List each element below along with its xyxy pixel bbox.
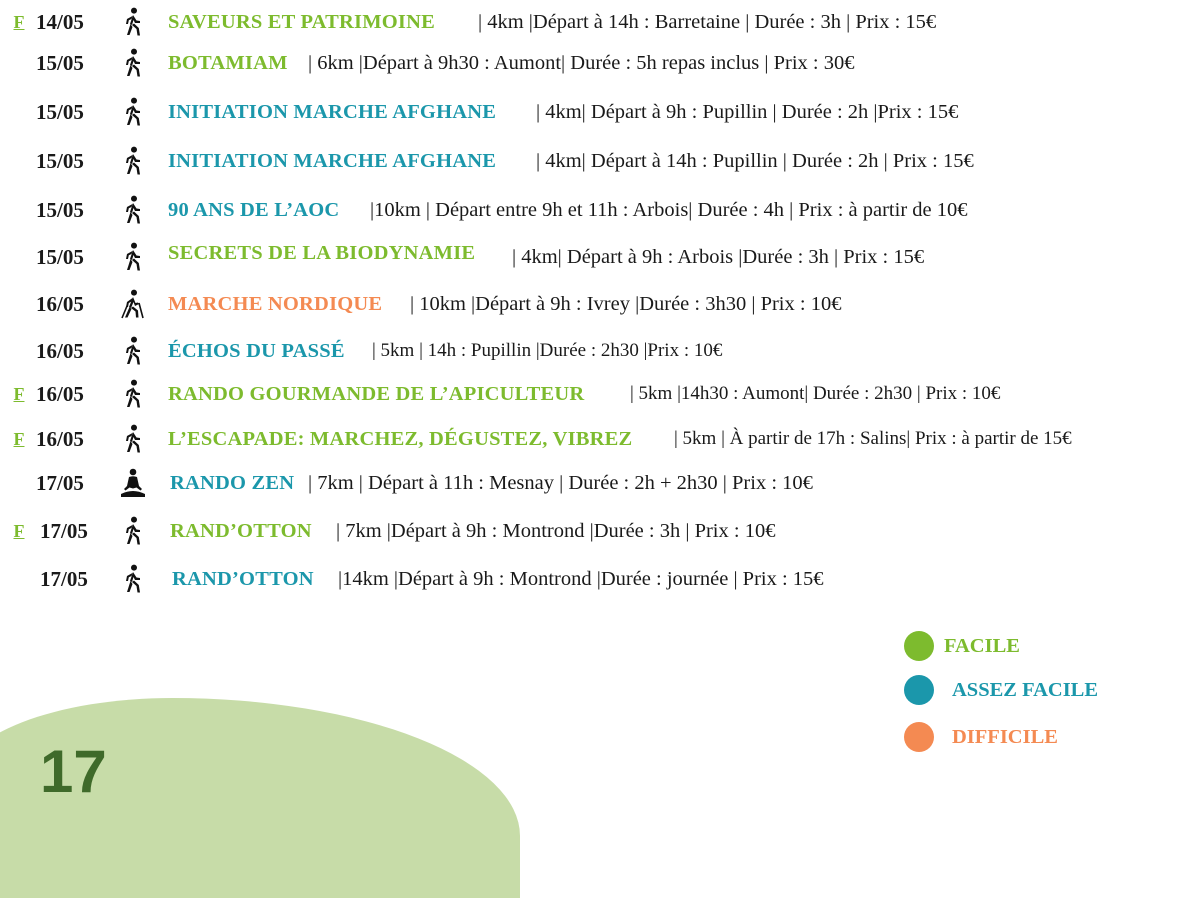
facile-flag: F bbox=[13, 520, 25, 541]
walking-icon bbox=[118, 96, 148, 128]
event-details: |14km |Départ à 9h : Montrond |Durée : journée | Prix : 15€ bbox=[338, 567, 824, 590]
event-row bbox=[0, 284, 1200, 324]
event-date: 17/05 bbox=[36, 470, 84, 495]
event-title: MARCHE NORDIQUE bbox=[168, 292, 383, 315]
event-title: L’ESCAPADE: MARCHEZ, DÉGUSTEZ, VIBREZ bbox=[168, 427, 633, 450]
event-title: RAND’OTTON bbox=[172, 567, 314, 590]
event-date: 15/05 bbox=[36, 148, 84, 173]
facile-flag: F bbox=[13, 383, 25, 404]
walking-icon bbox=[118, 563, 148, 595]
event-title: RANDO ZEN bbox=[170, 471, 295, 494]
legend-label: DIFFICILE bbox=[952, 725, 1058, 748]
event-details: | 4km |Départ à 14h : Barretaine | Durée : 3h | Prix : 15€ bbox=[478, 10, 937, 33]
event-details: | 7km |Départ à 9h : Montrond |Durée : 3h | Prix : 10€ bbox=[336, 519, 776, 542]
walking-icon bbox=[118, 378, 148, 410]
event-row bbox=[0, 43, 1200, 83]
walking-icon bbox=[118, 241, 148, 273]
legend-item-difficile bbox=[904, 721, 1058, 753]
event-details: | 5km | À partir de 17h : Salins| Prix : à partir de 15€ bbox=[674, 428, 1072, 449]
event-row bbox=[0, 511, 1200, 551]
legend-item-assez-facile bbox=[904, 674, 1098, 706]
event-row bbox=[0, 92, 1200, 132]
facile-flag: F bbox=[13, 428, 25, 449]
event-row bbox=[0, 141, 1200, 181]
event-details: |10km | Départ entre 9h et 11h : Arbois| Durée : 4h | Prix : à partir de 10€ bbox=[370, 198, 968, 221]
event-title: SAVEURS ET PATRIMOINE bbox=[168, 10, 435, 33]
event-details: | 5km |14h30 : Aumont| Durée : 2h30 | Prix : 10€ bbox=[630, 383, 1001, 404]
nordic-walking-icon bbox=[118, 288, 148, 320]
event-date: 16/05 bbox=[36, 381, 84, 406]
event-details: | 4km| Départ à 9h : Pupillin | Durée : 2h |Prix : 15€ bbox=[536, 100, 959, 123]
event-row bbox=[0, 237, 1200, 277]
event-date: 16/05 bbox=[36, 338, 84, 363]
event-title: BOTAMIAM bbox=[168, 51, 288, 74]
walking-icon bbox=[118, 515, 148, 547]
event-date: 17/05 bbox=[40, 566, 88, 591]
meditation-icon bbox=[118, 467, 148, 499]
event-row bbox=[0, 374, 1200, 414]
legend-dot-assez-facile bbox=[904, 675, 934, 705]
walking-icon bbox=[118, 145, 148, 177]
event-details: | 6km |Départ à 9h30 : Aumont| Durée : 5h repas inclus | Prix : 30€ bbox=[308, 51, 855, 74]
event-date: 14/05 bbox=[36, 9, 84, 34]
event-date: 16/05 bbox=[36, 426, 84, 451]
legend-dot-facile bbox=[904, 631, 934, 661]
event-row bbox=[0, 463, 1200, 503]
legend-label: FACILE bbox=[944, 634, 1020, 657]
event-date: 15/05 bbox=[36, 99, 84, 124]
event-title: INITIATION MARCHE AFGHANE bbox=[168, 100, 497, 123]
event-title: ÉCHOS DU PASSÉ bbox=[168, 339, 345, 362]
event-row bbox=[0, 2, 1200, 42]
event-details: | 4km| Départ à 14h : Pupillin | Durée : 2h | Prix : 15€ bbox=[536, 149, 974, 172]
event-details: | 5km | 14h : Pupillin |Durée : 2h30 |Prix : 10€ bbox=[372, 340, 723, 361]
event-title: 90 ANS DE L’AOC bbox=[168, 198, 340, 221]
walking-icon bbox=[118, 194, 148, 226]
legend-dot-difficile bbox=[904, 722, 934, 752]
event-date: 15/05 bbox=[36, 244, 84, 269]
event-date: 16/05 bbox=[36, 291, 84, 316]
event-details: | 7km | Départ à 11h : Mesnay | Durée : 2h + 2h30 | Prix : 10€ bbox=[308, 471, 813, 494]
event-row bbox=[0, 331, 1200, 371]
walking-icon bbox=[118, 47, 148, 79]
event-row bbox=[0, 190, 1200, 230]
event-row bbox=[0, 419, 1200, 459]
event-title: SECRETS DE LA BIODYNAMIE bbox=[168, 242, 476, 264]
legend-label: ASSEZ FACILE bbox=[952, 678, 1099, 701]
event-title: RANDO GOURMANDE DE L’APICULTEUR bbox=[168, 382, 585, 405]
page-number: 17 bbox=[40, 738, 107, 805]
event-date: 15/05 bbox=[36, 50, 84, 75]
walking-icon bbox=[118, 335, 148, 367]
event-details: | 10km |Départ à 9h : Ivrey |Durée : 3h30 | Prix : 10€ bbox=[410, 292, 842, 315]
event-row bbox=[0, 559, 1200, 599]
facile-flag: F bbox=[13, 11, 25, 32]
legend-item-facile bbox=[904, 630, 1020, 662]
walking-icon bbox=[118, 423, 148, 455]
event-title: RAND’OTTON bbox=[170, 519, 312, 542]
event-details: | 4km| Départ à 9h : Arbois |Durée : 3h | Prix : 15€ bbox=[512, 245, 925, 268]
event-title: INITIATION MARCHE AFGHANE bbox=[168, 149, 497, 172]
walking-icon bbox=[118, 6, 148, 38]
event-date: 15/05 bbox=[36, 197, 84, 222]
event-date: 17/05 bbox=[40, 518, 88, 543]
